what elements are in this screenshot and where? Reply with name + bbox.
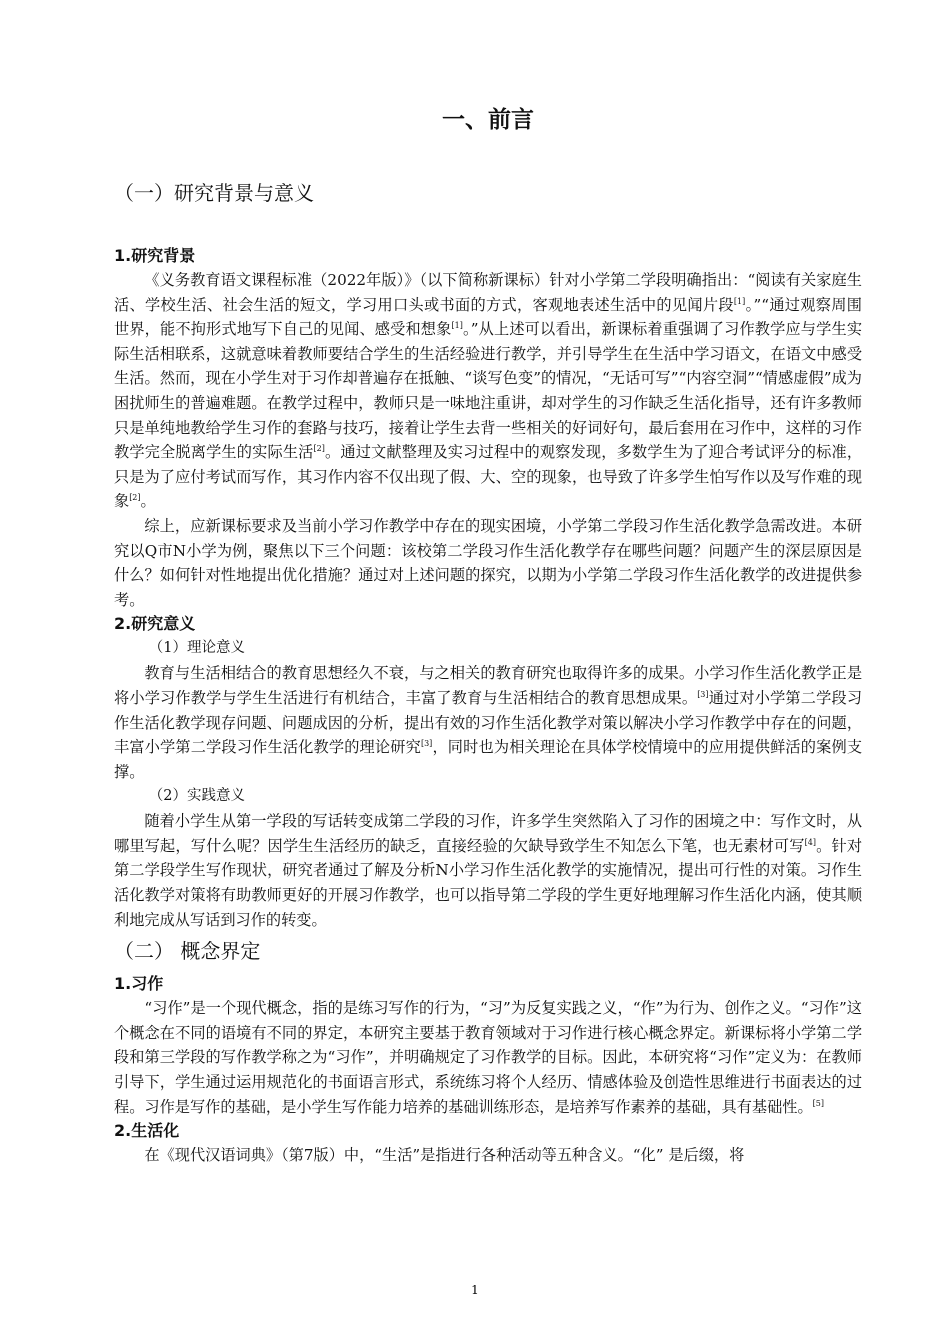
citation-ref[interactable]: [1] [451,321,463,331]
citation-ref[interactable]: [1] [733,296,746,306]
background-paragraph-1: 《义务教育语文课程标准（2022年版）》（以下简称新课标）针对小学第二学段明确指出：“阅读有关家庭生活、学校生活、社会生活的短文，学习用口头或书面的方式，客观地表述生活中的见闻片段[1]。”“通过观察周围世界，能不拘形式地写下自己的见闻、感受和想象[1]。”从上述可以看出，新课标着重强调了习作教学应与学生实际生活相联系，这就意味着教师要结合学生的生活经验进行教学，并引导学生在生活中学习语文，在语文中感受生活。然而，现在小学生对于习作却普遍存在抵触、“谈写色变”的情况，“无话可写”“内容空洞”“情感虚假”成为困扰师生的普遍难题。在教学过程中，教师只是一味地注重讲，却对学生的习作缺乏生活化指导，还有许多教师只是单纯地教给学生习作的套路与技巧，接着让学生去背一些相关的好词好句，最后套用在习作中，这样的习作教学完全脱离学生的实际生活[2]。通过文献整理及实习过程中的观察发现，多数学生为了迎合考试评分的标准，只是为了应付考试而写作，其习作内容不仅出现了假、大、空的现象，也导致了许多学生怕写作以及写作难的现象[2]。 [114,271,863,511]
citation-ref[interactable]: [5] [812,1098,824,1108]
citation-ref[interactable]: [2] [129,493,141,503]
subsection-heading-writing: 1.习作 [114,974,164,994]
background-paragraph-2: 综上，应新课标要求及当前小学习作教学中存在的现实困境，小学第二学段习作生活化教学急需改进。本研究以Q市N小学为例，聚焦以下三个问题：该校第二学段习作生活化教学存在哪些问题？问题产生的深层原因是什么？如何针对性地提出优化措施？通过对上述问题的探究，以期为小学第二学段习作生活化教学的改进提供参考。 [114,516,862,609]
heading-practical-significance: （2）实践意义 [148,788,246,805]
subsection-heading-life: 2.生活化 [114,1121,180,1141]
citation-ref[interactable]: [3] [420,739,433,749]
subsection-heading-significance: 2.研究意义 [114,614,196,634]
life-paragraph: 在《现代汉语词典》（第7版）中，“生活”是指进行各种活动等五种含义。“化” 是后缀，将 [144,1146,745,1165]
citation-ref[interactable]: [2] [313,444,325,454]
section-heading-concepts: （二） 概念界定 [114,939,261,964]
theory-paragraph: 教育与生活相结合的教育思想经久不衰，与之相关的教育研究也取得许多的成果。小学习作生活化教学正是将小学习作教学与学生生活进行有机结合，丰富了教育与生活相结合的教育思想成果。[3]通过对小学第二学段习作生活化教学现存问题、问题成因的分析，提出有效的习作生活化教学对策以解决小学习作教学中存在的问题，丰富小学第二学段习作生活化教学的理论研究[3]，同时也为相关理论在具体学校情境中的应用提供鲜活的案例支撑。 [114,664,863,781]
heading-theoretical-significance: （1）理论意义 [148,640,246,657]
page-number: 1 [471,1283,479,1297]
chapter-title: 一、前言 [442,107,534,133]
writing-paragraph: “习作”是一个现代概念，指的是练习写作的行为，“习”为反复实践之义，“作”为行为、创作之义。“习作”这个概念在不同的语境有不同的界定，本研究主要基于教育领域对于习作进行核心概念界定。新课标将小学第二学段和第三学段的写作教学称之为“习作”，并明确规定了习作教学的目标。因此，本研究将“习作”定义为：在教师引导下，学生通过运用规范化的书面语言形式，系统练习将个人经历、情感体验及创造性思维进行书面表达的过程。习作是写作的基础，是小学生写作能力培养的基础训练形态，是培养写作素养的基础，具有基础性。[5] [114,999,862,1116]
citation-ref[interactable]: [3] [697,689,709,699]
section-heading-background-significance: （一）研究背景与意义 [114,181,314,205]
practice-paragraph: 随着小学生从第一学段的写话转变成第二学段的习作，许多学生突然陷入了习作的困境之中：写作文时，从哪里写起，写什么呢？因学生生活经历的缺乏，直接经验的欠缺导致学生不知怎么下笔，也无素材可写[4]。针对第二学段学生写作现状，研究者通过了解及分析N小学习作生活化教学的实施情况，提出可行性的对策。习作生活化教学对策将有助教师更好的开展习作教学，也可以指导第二学段的学生更好地理解习作生活化内涵，使其顺利地完成从写话到习作的转变。 [114,812,863,929]
citation-ref[interactable]: [4] [804,837,816,847]
subsection-heading-background: 1.研究背景 [114,246,196,265]
